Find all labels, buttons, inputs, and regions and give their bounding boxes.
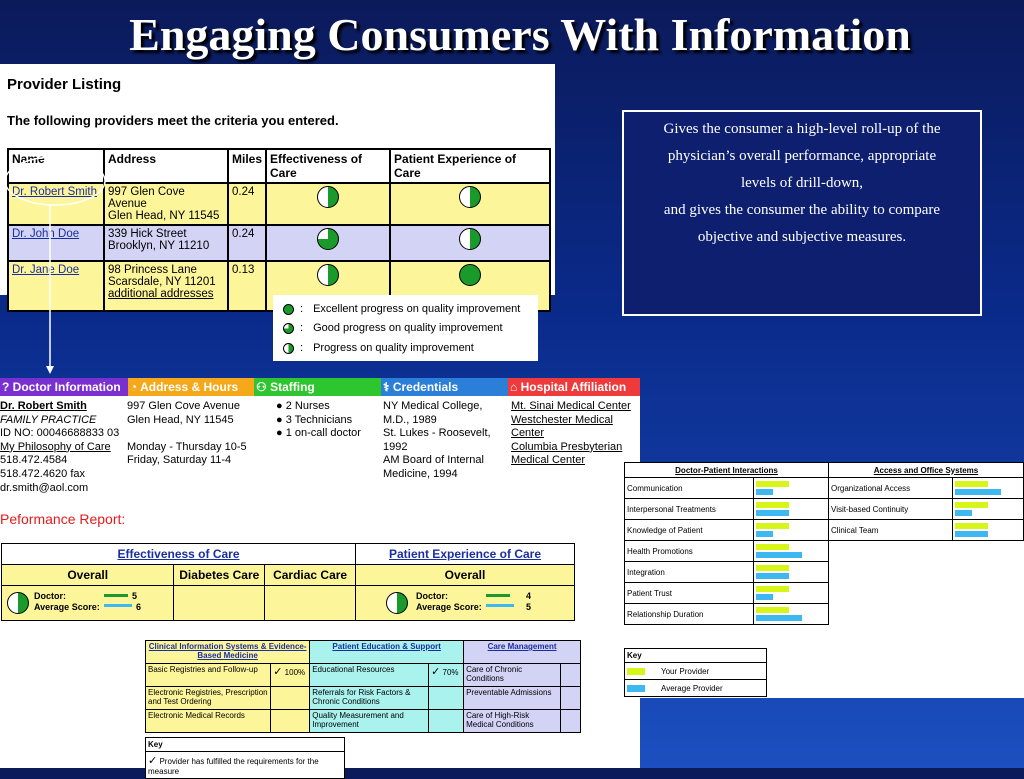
- col-miles: Miles: [228, 149, 266, 183]
- doctor-phone: 518.472.4584: [0, 454, 68, 467]
- diabetes-cell: [174, 586, 265, 621]
- dpi-right-table: [828, 462, 1024, 541]
- tab-label: Credentials: [392, 380, 459, 394]
- provider-listing-subheading: The following providers meet the criteria you entered.: [7, 113, 339, 128]
- average-label: Average Score:: [34, 602, 100, 612]
- cis-header[interactable]: Clinical Information Systems & Evidence-Based Medicine: [146, 641, 310, 664]
- average-provider-swatch: [627, 685, 645, 692]
- miles-value: 0.13: [228, 261, 266, 311]
- check-cell: ✓ 70%: [429, 664, 464, 687]
- staff-item: ● 1 on-call doctor: [276, 427, 361, 440]
- tab-label: Address & Hours: [140, 380, 239, 394]
- measure-cell: Electronic Medical Records: [146, 710, 271, 733]
- description-line: levels of drill-down,: [740, 175, 864, 191]
- credential-line: St. Lukes - Roosevelt,: [383, 427, 491, 440]
- education-header[interactable]: Patient Education & Support: [310, 641, 464, 664]
- legend-good: Good progress on quality improvement: [313, 322, 503, 334]
- doctor-score: 4: [526, 591, 532, 601]
- bar-cell: [754, 604, 829, 625]
- your-provider-bar: [955, 481, 988, 487]
- checkmark-icon: ✓: [431, 666, 441, 678]
- bar-cell: [754, 520, 829, 541]
- table-row: [625, 499, 829, 520]
- checkmark-icon: ✓: [148, 755, 158, 767]
- doctor-id: ID NO: 00046688833 03: [0, 427, 120, 440]
- effectiveness-header[interactable]: Effectiveness of Care: [2, 544, 356, 565]
- hours-line: Monday - Thursday 10-5: [127, 440, 247, 453]
- row-label: Relationship Duration: [625, 604, 754, 625]
- row-label: Communication: [625, 478, 754, 499]
- provider-link[interactable]: Dr. Robert Smith: [12, 186, 97, 198]
- address-line: Glen Head, NY 11545: [108, 210, 220, 222]
- table-row: [829, 499, 1024, 520]
- row-label: Organizational Access: [829, 478, 953, 499]
- cardiac-header: Cardiac Care: [265, 565, 356, 586]
- hospital-link[interactable]: Westchester Medical: [511, 413, 613, 426]
- address-line: 997 Glen Cove Avenue: [108, 186, 185, 210]
- average-provider-bar: [756, 594, 773, 600]
- average-provider-bar: [756, 615, 802, 621]
- tab-staffing[interactable]: ⚇ Staffing: [254, 378, 381, 396]
- miles-value: 0.24: [228, 183, 266, 225]
- tab-credentials[interactable]: ⚕ Credentials: [381, 378, 508, 396]
- table-row: [625, 604, 829, 625]
- col-patient-experience: Patient Experience of Care: [390, 149, 550, 183]
- measure-cell: Quality Measurement and Improvement: [310, 710, 429, 733]
- measure-cell: Electronic Registries, Prescription and Test Ordering: [146, 687, 271, 710]
- doctor-score: 5: [132, 591, 138, 601]
- doctor-fax: 518.472.4620 fax: [0, 467, 86, 480]
- your-provider-bar: [955, 523, 988, 529]
- row-label: Integration: [625, 562, 754, 583]
- doctor-email: dr.smith@aol.com: [0, 481, 89, 494]
- row-label: Clinical Team: [829, 520, 953, 541]
- your-provider-bar: [756, 481, 789, 487]
- check-cell: [429, 687, 464, 710]
- your-provider-bar: [756, 565, 789, 571]
- doctor-practice: FAMILY PRACTICE: [0, 413, 97, 426]
- bar-cell: [754, 562, 829, 583]
- description-line: and gives the consumer the ability to compare: [663, 202, 941, 218]
- access-header: Access and Office Systems: [829, 463, 1024, 478]
- credential-line: 1992: [383, 440, 408, 453]
- row-label: Visit-based Continuity: [829, 499, 953, 520]
- address-line: 997 Glen Cove Avenue: [127, 400, 240, 412]
- tab-address-hours[interactable]: ◔ Address & Hours: [128, 378, 254, 396]
- provider-listing-heading: Provider Listing: [7, 76, 122, 93]
- measure-cell: Care of High-Risk Medical Conditions: [464, 710, 561, 733]
- average-provider-bar: [756, 573, 789, 579]
- average-score: 5: [526, 602, 532, 612]
- performance-table: [1, 543, 575, 621]
- bar-cell: [953, 520, 1024, 541]
- address-line: Brooklyn, NY 11210: [108, 240, 210, 252]
- measures-key: [145, 737, 345, 779]
- hospital-link[interactable]: Columbia Presbyterian: [511, 440, 623, 453]
- check-cell: [561, 687, 581, 710]
- check-cell: [271, 710, 310, 733]
- average-provider-bar: [756, 510, 789, 516]
- philosophy-link[interactable]: My Philosophy of Care: [0, 440, 111, 453]
- measure-cell: Referrals for Risk Factors & Chronic Conditions: [310, 687, 429, 710]
- measures-table: [145, 640, 581, 733]
- measure-cell: Basic Registries and Follow-up: [146, 664, 271, 687]
- row-label: Interpersonal Treatments: [625, 499, 754, 520]
- hospital-link[interactable]: Mt. Sinai Medical Center: [511, 400, 631, 412]
- patient-experience-header[interactable]: Patient Experience of Care: [356, 544, 575, 565]
- your-provider-bar: [756, 502, 789, 508]
- legend-excellent: Excellent progress on quality improvement: [313, 303, 521, 315]
- measure-cell: Preventable Admissions: [464, 687, 561, 710]
- key-your: Your Provider: [661, 666, 710, 676]
- tab-hospital-affiliation[interactable]: ⌂ Hospital Affiliation: [508, 378, 640, 396]
- bar-cell: [953, 478, 1024, 499]
- average-provider-bar: [955, 531, 988, 537]
- col-name: Name: [8, 149, 104, 183]
- half-circle-icon: [386, 592, 408, 614]
- hospital-link[interactable]: Center: [511, 427, 545, 440]
- average-score-bar: [104, 604, 132, 607]
- legend-progress: Progress on quality improvement: [313, 342, 474, 354]
- dpi-left-table: [624, 462, 829, 625]
- doctor-score-bar: [104, 594, 128, 597]
- credential-line: Medicine, 1994: [383, 467, 458, 480]
- table-row: [625, 478, 829, 499]
- doctor-patient-chart: [624, 462, 1024, 698]
- check-cell: [271, 687, 310, 710]
- overall-header: Overall: [2, 565, 174, 586]
- performance-title: Peformance Report:: [0, 511, 126, 527]
- care-management-header[interactable]: Care Management: [464, 641, 581, 664]
- your-provider-bar: [756, 544, 789, 550]
- your-provider-bar: [756, 523, 789, 529]
- staff-item: ● 2 Nurses: [276, 400, 330, 412]
- bar-cell: [754, 541, 829, 562]
- bar-cell: [953, 499, 1024, 520]
- average-provider-bar: [955, 510, 972, 516]
- check-cell: [561, 710, 581, 733]
- tab-label: Doctor Information: [12, 380, 121, 394]
- average-label: Average Score:: [416, 602, 482, 612]
- checkmark-icon: ✓: [273, 666, 283, 678]
- diabetes-header: Diabetes Care: [174, 565, 265, 586]
- address-line: Glen Head, NY 11545: [127, 413, 234, 426]
- hours-line: Friday, Saturday 11-4: [127, 454, 232, 467]
- key-title: Key: [625, 649, 766, 663]
- tab-doctor-information[interactable]: ? Doctor Information: [0, 378, 128, 396]
- average-provider-bar: [955, 489, 1001, 495]
- address-line: 339 Hick Street: [108, 228, 187, 240]
- average-provider-bar: [756, 552, 802, 558]
- quality-legend: : Excellent progress on quality improvement : Good progress on quality improvement : Progress on quality improvement: [273, 295, 538, 361]
- cardiac-cell: [265, 586, 356, 621]
- description-line: objective and subjective measures.: [697, 229, 907, 245]
- tab-label: Hospital Affiliation: [520, 380, 627, 394]
- doctor-label: Doctor:: [416, 591, 448, 601]
- row-label: Knowledge of Patient: [625, 520, 754, 541]
- description-line: physician’s overall performance, appropriate: [667, 148, 937, 164]
- check-cell: [429, 710, 464, 733]
- bar-cell: [754, 478, 829, 499]
- table-row: [625, 520, 829, 541]
- your-provider-bar: [756, 607, 789, 613]
- doctor-info-panel: [0, 378, 640, 496]
- average-provider-bar: [756, 531, 773, 537]
- col-address: Address: [104, 149, 228, 183]
- table-row: [625, 541, 829, 562]
- bar-cell: [754, 499, 829, 520]
- credential-line: NY Medical College,: [383, 400, 483, 412]
- your-provider-bar: [955, 502, 988, 508]
- table-row: [829, 520, 1024, 541]
- staff-item: ● 3 Technicians: [276, 413, 353, 426]
- chart-key: [624, 648, 767, 697]
- table-row: [625, 562, 829, 583]
- hospital-link[interactable]: Medical Center: [511, 454, 585, 467]
- patient-overall-cell: [356, 586, 575, 621]
- credential-line: M.D., 1989: [383, 413, 437, 426]
- bar-cell: [754, 583, 829, 604]
- check-cell: [561, 664, 581, 687]
- your-provider-bar: [756, 586, 789, 592]
- miles-value: 0.24: [228, 225, 266, 261]
- key-title: Key: [146, 738, 344, 752]
- provider-link[interactable]: Dr. John Doe: [12, 228, 80, 240]
- doctor-score-bar: [486, 594, 510, 597]
- average-provider-bar: [756, 489, 773, 495]
- check-cell: ✓ 100%: [271, 664, 310, 687]
- slide-title: Engaging Consumers With Information: [129, 9, 911, 60]
- dpi-header: Doctor-Patient Interactions: [625, 463, 829, 478]
- effectiveness-overall-cell: [2, 586, 174, 621]
- address-line: 98 Princess Lane: [108, 264, 197, 276]
- table-row: [829, 478, 1024, 499]
- table-row: [625, 583, 829, 604]
- key-text: Provider has fulfilled the requirements for the measure: [148, 757, 319, 776]
- description-line: Gives the consumer a high-level roll-up of the: [663, 121, 941, 137]
- col-effectiveness: Effectiveness of Care: [266, 149, 390, 183]
- provider-link[interactable]: Dr. Jane Doe: [12, 264, 80, 276]
- credential-line: AM Board of Internal: [383, 454, 484, 467]
- tab-label: Staffing: [270, 380, 315, 394]
- measure-cell: Care of Chronic Conditions: [464, 664, 561, 687]
- your-provider-swatch: [627, 668, 645, 675]
- row-label: Patient Trust: [625, 583, 754, 604]
- half-circle-icon: [7, 592, 29, 614]
- key-avg: Average Provider: [661, 683, 723, 693]
- row-label: Health Promotions: [625, 541, 754, 562]
- average-score-bar: [486, 604, 514, 607]
- measure-cell: Educational Resources: [310, 664, 429, 687]
- doctor-name: Dr. Robert Smith: [0, 400, 87, 412]
- additional-addresses-link[interactable]: additional addresses: [108, 288, 214, 300]
- doctor-label: Doctor:: [34, 591, 66, 601]
- patient-overall-header: Overall: [356, 565, 575, 586]
- average-score: 6: [136, 602, 142, 612]
- address-line: Scarsdale, NY 11201: [108, 276, 216, 288]
